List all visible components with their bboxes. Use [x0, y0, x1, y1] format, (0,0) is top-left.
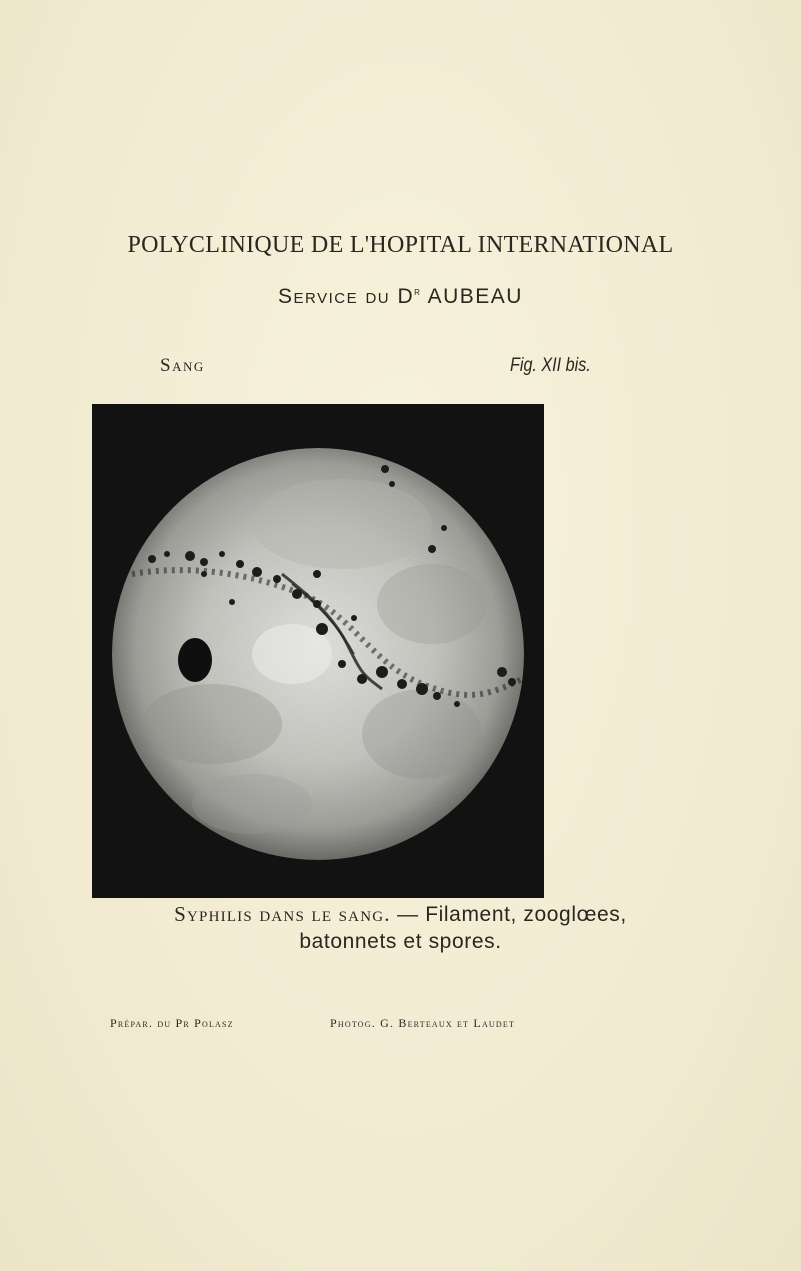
- service-sup: r: [414, 284, 422, 298]
- figure-label: Fig. XII bis.: [510, 355, 591, 376]
- caption-line-1: [0, 902, 801, 927]
- service-name: AUBEAU: [427, 285, 523, 308]
- service-prefix: Service du D: [278, 285, 415, 308]
- photography-credit: Photog. G. Berteaux et Laudet: [330, 1016, 516, 1030]
- caption-line-2: batonnets et spores.: [299, 930, 502, 953]
- preparation-credit: Prépar. du Pr Polasz: [110, 1016, 234, 1030]
- section-label: Sang: [160, 355, 205, 376]
- micrograph-image: [92, 404, 544, 898]
- page-title: POLYCLINIQUE DE L'HOPITAL INTERNATIONAL: [127, 232, 674, 258]
- micrograph-plate: [92, 404, 544, 898]
- service-heading: [0, 284, 801, 309]
- caption-subject: Syphilis dans le sang.: [174, 902, 391, 926]
- caption-description: — Filament, zooglœes,: [390, 903, 627, 926]
